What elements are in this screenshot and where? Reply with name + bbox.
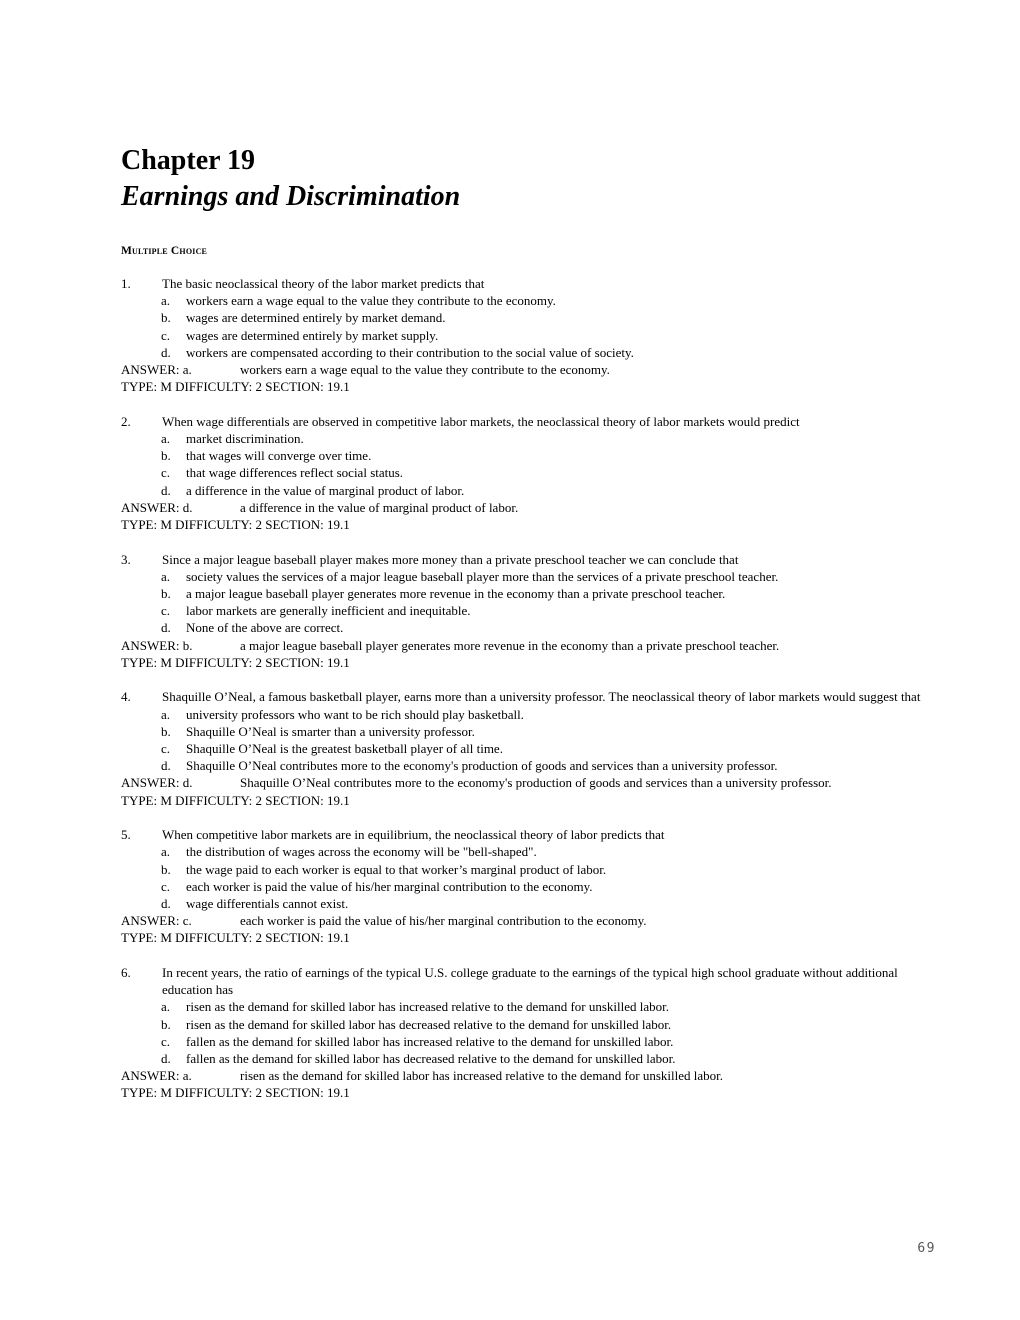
question-3 xyxy=(121,551,931,671)
option-letter: c. xyxy=(161,878,171,894)
answer-line xyxy=(121,637,931,654)
question-stem xyxy=(121,964,931,998)
option-text: fallen as the demand for skilled labor has decreased relative to the demand for unskilled labor. xyxy=(186,1051,676,1067)
option-text: the distribution of wages across the economy will be "bell-shaped". xyxy=(186,844,537,860)
option-letter: b. xyxy=(161,1016,171,1032)
question-meta: TYPE: M DIFFICULTY: 2 SECTION: 19.1 xyxy=(121,1085,350,1101)
option-d xyxy=(121,619,931,636)
option-text: wages are determined entirely by market supply. xyxy=(186,327,439,343)
answer-prefix: ANSWER: a. xyxy=(121,362,192,378)
option-list xyxy=(121,843,931,912)
option-letter: d. xyxy=(161,344,171,360)
question-text: Since a major league baseball player makes more money than a private preschool teacher we can conclude that xyxy=(162,551,739,567)
option-text: a difference in the value of marginal product of labor. xyxy=(186,482,465,498)
option-a xyxy=(121,568,931,585)
question-number: 2. xyxy=(121,413,131,429)
answer-text: a difference in the value of marginal product of labor. xyxy=(240,499,519,515)
option-letter: d. xyxy=(161,482,171,498)
option-list xyxy=(121,568,931,637)
option-b xyxy=(121,861,931,878)
question-text: The basic neoclassical theory of the labor market predicts that xyxy=(162,276,485,291)
question-6 xyxy=(121,964,931,1102)
option-b xyxy=(121,723,931,740)
option-a xyxy=(121,706,931,723)
option-c xyxy=(121,740,931,757)
answer-prefix: ANSWER: d. xyxy=(121,499,193,515)
option-text: that wage differences reflect social status. xyxy=(186,465,404,481)
option-a xyxy=(121,998,931,1015)
option-a xyxy=(121,430,931,447)
option-letter: a. xyxy=(161,568,171,584)
answer-line xyxy=(121,499,931,516)
option-c xyxy=(121,602,931,619)
question-number: 3. xyxy=(121,551,131,567)
option-a xyxy=(121,292,931,309)
option-text: a major league baseball player generates more revenue in the economy than a private preschool teacher. xyxy=(186,586,726,602)
option-b xyxy=(121,1016,931,1033)
option-letter: b. xyxy=(161,723,171,739)
option-d xyxy=(121,344,931,361)
question-meta: TYPE: M DIFFICULTY: 2 SECTION: 19.1 xyxy=(121,792,350,808)
question-meta: TYPE: M DIFFICULTY: 2 SECTION: 19.1 xyxy=(121,654,350,670)
option-text: Shaquille O’Neal contributes more to the economy's production of goods and services than a university professor. xyxy=(186,758,778,774)
page-number: 69 xyxy=(917,1241,936,1256)
answer-line xyxy=(121,1067,931,1084)
option-text: wages are determined entirely by market demand. xyxy=(186,310,446,326)
option-d xyxy=(121,482,931,499)
question-meta: TYPE: M DIFFICULTY: 2 SECTION: 19.1 xyxy=(121,517,350,533)
answer-prefix: ANSWER: d. xyxy=(121,775,193,791)
option-text: None of the above are correct. xyxy=(186,620,344,636)
option-text: Shaquille O’Neal is smarter than a university professor. xyxy=(186,723,475,739)
option-d xyxy=(121,1050,931,1067)
question-text: Shaquille O’Neal, a famous basketball player, earns more than a university professor. The neoclassical theory of labor markets would suggest that xyxy=(162,689,921,705)
option-list xyxy=(121,292,931,361)
answer-prefix: ANSWER: a. xyxy=(121,1068,192,1084)
option-text: the wage paid to each worker is equal to that worker’s marginal product of labor. xyxy=(186,861,607,877)
option-text: Shaquille O’Neal is the greatest basketball player of all time. xyxy=(186,741,503,757)
option-text: workers earn a wage equal to the value they contribute to the economy. xyxy=(186,293,556,309)
question-stem xyxy=(121,688,931,705)
option-letter: b. xyxy=(161,310,171,326)
option-list xyxy=(121,998,931,1067)
option-letter: d. xyxy=(161,1051,171,1067)
option-letter: d. xyxy=(161,758,171,774)
answer-text: Shaquille O’Neal contributes more to the economy's production of goods and services than a university professor. xyxy=(240,775,832,791)
option-text: wage differentials cannot exist. xyxy=(186,896,349,912)
option-text: market discrimination. xyxy=(186,431,304,447)
question-meta: TYPE: M DIFFICULTY: 2 SECTION: 19.1 xyxy=(121,379,350,395)
option-c xyxy=(121,464,931,481)
option-letter: c. xyxy=(161,741,171,757)
option-c xyxy=(121,1033,931,1050)
option-letter: b. xyxy=(161,448,171,464)
answer-line xyxy=(121,361,931,378)
question-4 xyxy=(121,688,931,808)
question-stem xyxy=(121,551,931,568)
question-number: 1. xyxy=(121,276,131,291)
option-c xyxy=(121,327,931,344)
answer-prefix: ANSWER: c. xyxy=(121,913,192,929)
option-letter: b. xyxy=(161,586,171,602)
answer-text: risen as the demand for skilled labor has increased relative to the demand for unskilled labor. xyxy=(240,1068,724,1084)
option-letter: d. xyxy=(161,896,171,912)
option-text: that wages will converge over time. xyxy=(186,448,372,464)
option-text: risen as the demand for skilled labor has increased relative to the demand for unskilled labor. xyxy=(186,999,670,1015)
option-text: risen as the demand for skilled labor has decreased relative to the demand for unskilled labor. xyxy=(186,1016,672,1032)
option-text: university professors who want to be rich should play basketball. xyxy=(186,706,524,722)
option-list xyxy=(121,706,931,775)
option-text: society values the services of a major league baseball player more than the services of a private preschool teacher. xyxy=(186,568,779,584)
option-letter: a. xyxy=(161,706,171,722)
question-list xyxy=(121,275,931,1119)
option-letter: a. xyxy=(161,293,171,309)
question-2 xyxy=(121,413,931,533)
question-meta: TYPE: M DIFFICULTY: 2 SECTION: 19.1 xyxy=(121,930,350,946)
chapter-subtitle: Earnings and Discrimination xyxy=(121,181,461,212)
answer-line xyxy=(121,774,931,791)
option-letter: b. xyxy=(161,861,171,877)
option-letter: d. xyxy=(161,620,171,636)
question-stem xyxy=(121,275,931,292)
option-letter: a. xyxy=(161,844,171,860)
chapter-title: Chapter 19 xyxy=(121,145,256,176)
option-d xyxy=(121,757,931,774)
question-stem xyxy=(121,826,931,843)
question-text: When wage differentials are observed in competitive labor markets, the neoclassical theory of labor markets would predict xyxy=(162,413,800,429)
question-stem xyxy=(121,413,931,430)
answer-text: workers earn a wage equal to the value they contribute to the economy. xyxy=(240,362,610,378)
question-number: 4. xyxy=(121,689,131,705)
option-d xyxy=(121,895,931,912)
option-letter: c. xyxy=(161,465,171,481)
option-letter: c. xyxy=(161,603,171,619)
option-c xyxy=(121,878,931,895)
option-list xyxy=(121,430,931,499)
option-text: workers are compensated according to their contribution to the social value of society. xyxy=(186,344,634,360)
answer-prefix: ANSWER: b. xyxy=(121,637,193,653)
option-letter: a. xyxy=(161,999,171,1015)
option-letter: a. xyxy=(161,431,171,447)
question-number: 6. xyxy=(121,965,131,981)
option-b xyxy=(121,309,931,326)
question-text: When competitive labor markets are in equilibrium, the neoclassical theory of labor predicts that xyxy=(162,827,665,843)
question-number: 5. xyxy=(121,827,131,843)
answer-line xyxy=(121,912,931,929)
option-b xyxy=(121,585,931,602)
option-letter: c. xyxy=(161,327,171,343)
option-text: fallen as the demand for skilled labor has increased relative to the demand for unskilled labor. xyxy=(186,1033,674,1049)
answer-text: a major league baseball player generates more revenue in the economy than a private preschool teacher. xyxy=(240,637,780,653)
question-5 xyxy=(121,826,931,946)
option-b xyxy=(121,447,931,464)
option-text: labor markets are generally inefficient and inequitable. xyxy=(186,603,471,619)
question-text: In recent years, the ratio of earnings of the typical U.S. college graduate to the earnings of the typical high school graduate without additional education has xyxy=(162,965,898,998)
question-1 xyxy=(121,275,931,395)
answer-text: each worker is paid the value of his/her marginal contribution to the economy. xyxy=(240,913,647,929)
option-text: each worker is paid the value of his/her marginal contribution to the economy. xyxy=(186,878,593,894)
option-letter: c. xyxy=(161,1033,171,1049)
section-heading: Multiple Choice xyxy=(121,245,208,257)
option-a xyxy=(121,843,931,860)
